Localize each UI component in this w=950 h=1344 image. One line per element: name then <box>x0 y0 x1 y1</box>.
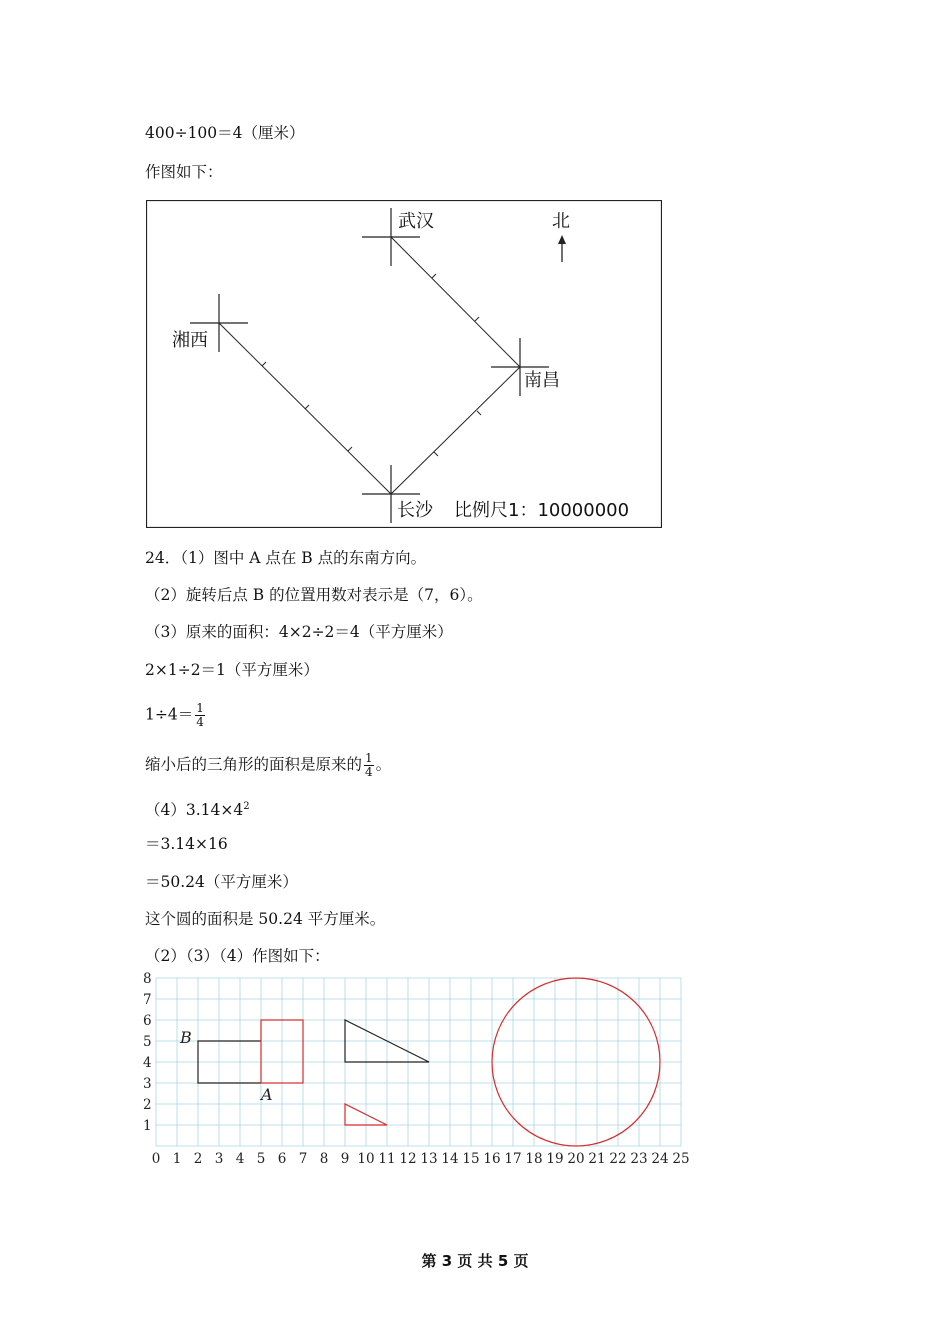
y-tick-label: 7 <box>143 992 152 1008</box>
x-tick-label: 25 <box>672 1151 690 1167</box>
answer-24-1: 24．（1）图中 A 点在 B 点的东南方向。 <box>145 549 427 567</box>
x-tick-label: 1 <box>172 1151 182 1167</box>
calc-line-1: 400÷100＝4（厘米） <box>145 124 305 142</box>
x-tick-label: 14 <box>441 1151 459 1167</box>
calc-line-8-text: 缩小后的三角形的面积是原来的 <box>145 755 363 774</box>
y-axis-labels <box>143 972 152 1134</box>
x-tick-label: 24 <box>651 1151 669 1167</box>
x-tick-label: 19 <box>546 1151 564 1167</box>
x-tick-label: 20 <box>567 1151 585 1167</box>
fraction-numerator: 1 <box>365 751 373 765</box>
label-scale: 比例尺1：10000000 <box>454 500 630 521</box>
map-figure <box>146 200 662 528</box>
calc-line-8 <box>145 752 391 779</box>
calc-line-8-end: 。 <box>375 755 392 774</box>
y-tick-label: 4 <box>143 1055 152 1071</box>
draw-intro-1: 作图如下： <box>145 163 223 181</box>
x-tick-label: 23 <box>630 1151 648 1167</box>
x-tick-label: 15 <box>462 1151 480 1167</box>
answer-24-2: （2）旋转后点 B 的位置用数对表示是（7，6）。 <box>145 586 483 604</box>
fraction-denominator: 4 <box>365 765 373 779</box>
point-b-label: B <box>180 1028 192 1047</box>
answer-24-3: （3）原来的面积：4×2÷2＝4（平方厘米） <box>145 623 453 641</box>
x-tick-label: 2 <box>193 1151 203 1167</box>
answer-24-4-text: （4）3.14×4 <box>145 801 244 820</box>
x-tick-label: 17 <box>504 1151 522 1167</box>
x-tick-label: 9 <box>340 1151 350 1167</box>
y-tick-label: 2 <box>143 1097 152 1113</box>
x-tick-label: 8 <box>319 1151 329 1167</box>
calc-line-7-text: 1÷4＝ <box>145 705 194 724</box>
y-tick-label: 1 <box>143 1118 152 1134</box>
y-tick-label: 3 <box>143 1076 152 1092</box>
x-tick-label: 16 <box>483 1151 501 1167</box>
x-tick-label: 21 <box>588 1151 606 1167</box>
conclusion-line: 这个圆的面积是 50.24 平方厘米。 <box>145 910 386 928</box>
fraction-numerator: 1 <box>196 701 204 715</box>
x-tick-label: 12 <box>399 1151 417 1167</box>
x-tick-label: 5 <box>256 1151 266 1167</box>
label-nanchang: 南昌 <box>524 370 560 391</box>
north-arrow-head <box>558 235 566 244</box>
grid-figure <box>140 972 700 1172</box>
x-tick-label: 4 <box>235 1151 245 1167</box>
x-tick-label: 7 <box>298 1151 308 1167</box>
fraction-one-quarter-2 <box>364 752 374 779</box>
route-wuhan-nanchang <box>391 237 520 367</box>
exponent: 2 <box>243 801 250 812</box>
calc-line-7 <box>145 702 207 729</box>
draw-intro-2: （2）（3）（4）作图如下： <box>145 947 330 965</box>
page-footer: 第 3 页 共 5 页 <box>421 1252 529 1270</box>
x-tick-label: 0 <box>151 1151 161 1167</box>
fraction-one-quarter <box>195 702 205 729</box>
y-tick-label: 6 <box>143 1013 152 1029</box>
x-tick-label: 11 <box>378 1151 396 1167</box>
fraction-denominator: 4 <box>196 715 204 729</box>
label-north: 北 <box>552 211 570 232</box>
label-changsha: 长沙 <box>397 500 433 521</box>
label-xiangxi: 湘西 <box>172 330 208 351</box>
x-tick-label: 3 <box>214 1151 224 1167</box>
route-nanchang-changsha <box>391 367 520 494</box>
calc-line-6: 2×1÷2＝1（平方厘米） <box>145 661 319 679</box>
calc-line-10: ＝3.14×16 <box>145 835 228 853</box>
x-axis-labels <box>152 1151 690 1167</box>
point-a-label: A <box>261 1085 273 1104</box>
x-tick-label: 13 <box>420 1151 438 1167</box>
y-tick-label: 5 <box>143 1034 152 1050</box>
x-tick-label: 22 <box>609 1151 627 1167</box>
city-markers <box>190 208 549 523</box>
route-ticks <box>262 274 481 456</box>
calc-line-11: ＝50.24（平方厘米） <box>145 873 298 891</box>
label-wuhan: 武汉 <box>398 211 434 232</box>
x-tick-label: 18 <box>525 1151 543 1167</box>
x-tick-label: 6 <box>277 1151 287 1167</box>
x-tick-label: 10 <box>357 1151 375 1167</box>
y-tick-label: 8 <box>143 972 152 987</box>
answer-24-4 <box>145 797 250 820</box>
